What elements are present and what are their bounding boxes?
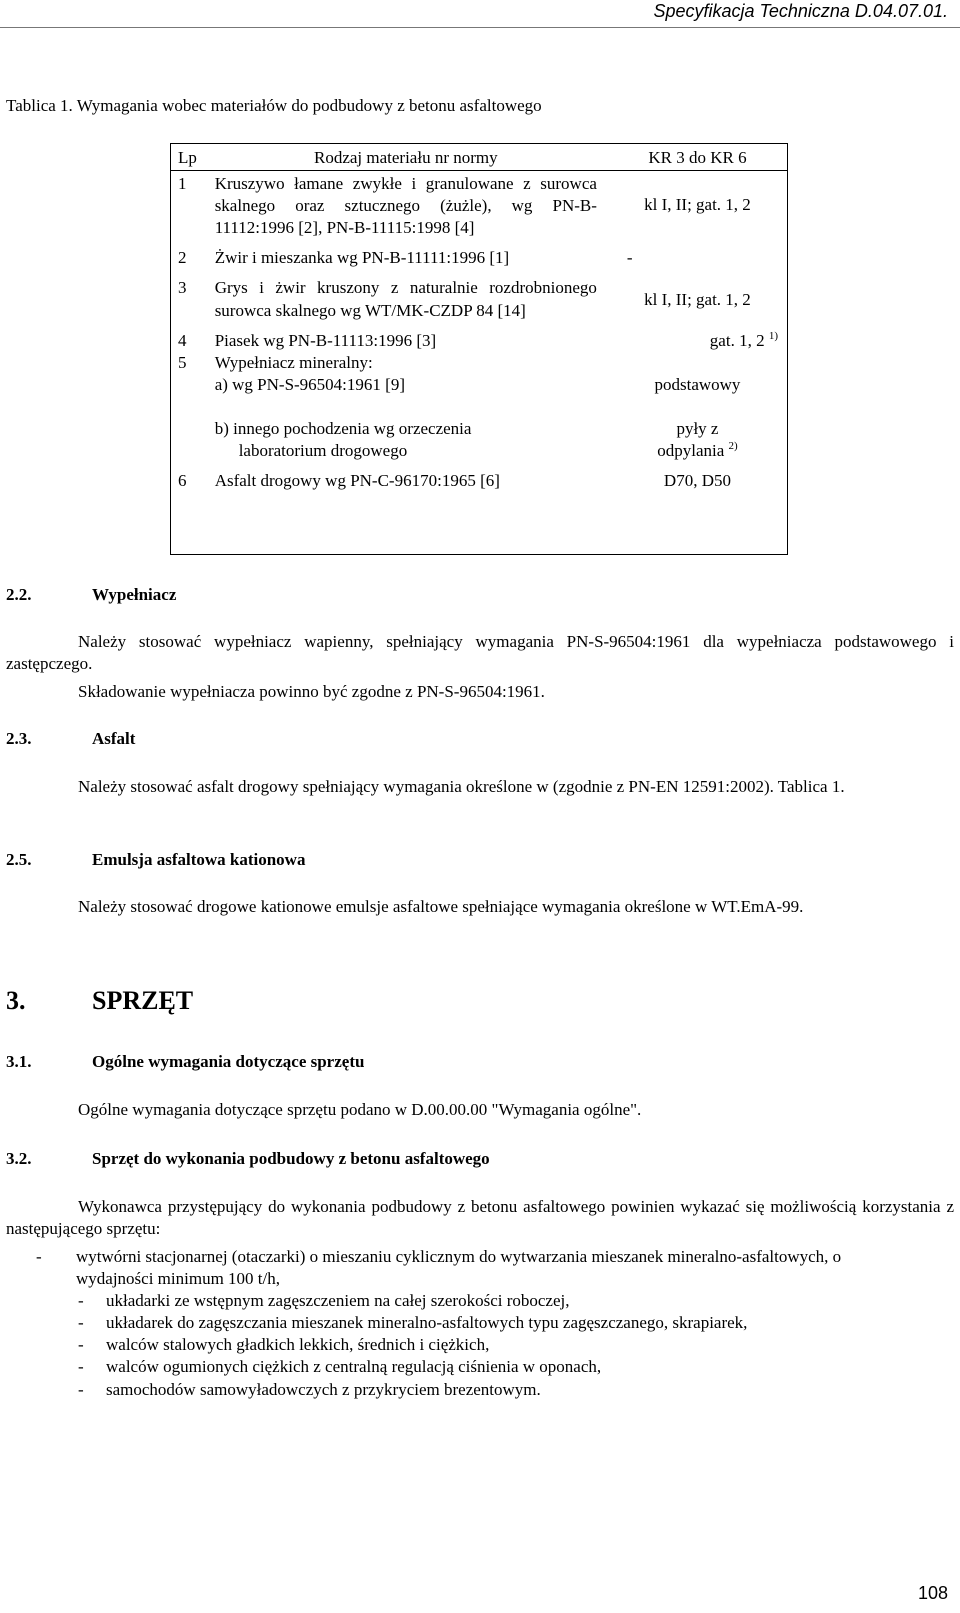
row-lp: 5 [178,352,187,372]
requirements-table [170,143,788,492]
paragraph: Należy stosować drogowe kationowe emulsje asfaltowe spełniające wymagania określone w WT.EmA-99. [78,897,804,916]
header-rule [0,27,960,28]
row-lp: 1 [178,174,187,194]
row-kr: D70, D50 [663,471,731,491]
header-lp: Lp [170,144,215,171]
row-material: Żwir i mieszanka wg PN-B-11111:1996 [1] [214,248,510,268]
row-kr: kl I, II; gat. 1, 2 [644,289,751,309]
section-heading-2-5: 2.5. Emulsja asfaltowa kationowa [6,850,306,869]
row-lp: 2 [178,248,187,268]
list-item: - układarek do zagęszczania mieszanek mineralno-asfaltowych typu zagęszczanego, skrapiarek, [78,1313,748,1333]
row-kr: podstawowy [654,374,741,394]
paragraph: Należy stosować wypełniacz wapienny, spełniający wymagania PN-S-96504:1961 dla wypełniacza podstawowego i zastępczego. [6,632,954,674]
row-material: Asfalt drogowy wg PN-C-96170:1965 [6] [214,471,500,491]
row-kr: gat. 1, 2 $^{1)}$ [709,329,778,350]
row-kr: - [626,248,633,268]
list-item: - samochodów samowyładowczych z przykryciem brezentowym. [78,1379,541,1399]
paragraph: Ogólne wymagania dotyczące sprzętu podano w D.00.00.00 "Wymagania ogólne". [78,1100,642,1119]
row-material: Kruszywo łamane zwykłe i granulowane z surowca skalnego oraz sztucznego (żużle), wg PN-B-11112:1996 [2], PN-B-11115:1998 [4] [214,174,597,238]
list-item: - walców ogumionych ciężkich z centralną regulacją ciśnienia w oponach, [78,1357,602,1377]
table-row [170,352,788,396]
paragraph: Należy stosować asfalt drogowy spełniający wymagania określone w (zgodnie z PN-EN 12591:2002). Tablica 1. [78,777,845,796]
running-header: Specyfikacja Techniczna D.04.07.01. [653,1,948,21]
table-caption: Tablica 1. Wymagania wobec materiałów do podbudowy z betonu asfaltowego [6,96,542,115]
section-heading-3-1: 3.1. Ogólne wymagania dotyczące sprzętu [6,1052,365,1071]
list-item: - wytwórni stacjonarnej (otaczarki) o mieszaniu cyklicznym do wytwarzania mieszanek mineralno-asfaltowych, o wydajności minimum 100 t/h, [36,1247,842,1289]
table-row [170,330,788,352]
row-lp [170,418,215,462]
header-material: Rodzaj materiału nr normy [215,144,607,171]
row-material: Wypełniacz mineralny: a) wg PN-S-96504:1961 [9] [214,352,405,394]
row-material: Piasek wg PN-B-11113:1996 [3] [214,330,437,350]
header-kr: KR 3 do KR 6 [607,144,788,171]
section-heading-2-2: 2.2. Wypełniacz [6,585,177,604]
table-row [170,277,788,321]
paragraph: Składowanie wypełniacza powinno być zgodne z PN-S-96504:1961. [78,682,545,701]
row-material: b) innego pochodzenia wg orzeczenia laboratorium drogowego [214,418,472,461]
table-row [170,470,788,492]
row-lp: 4 [178,330,187,350]
table-row [170,418,788,462]
row-kr: kl I, II; gat. 1, 2 [644,195,751,215]
equipment-list [6,1246,954,1401]
row-lp: 3 [178,278,187,298]
table-row [170,171,788,240]
row-lp: 6 [178,471,187,491]
list-item: - układarki ze wstępnym zagęszczeniem na całej szerokości roboczej, [78,1291,570,1311]
table-row [170,247,788,269]
chapter-heading-3: 3. SPRZĘT [6,986,194,1015]
row-material: Grys i żwir kruszony z naturalnie rozdrobnionego surowca skalnego wg WT/MK-CZDP 84 [14] [214,278,597,320]
section-heading-3-2: 3.2. Sprzęt do wykonania podbudowy z betonu asfaltowego [6,1149,490,1168]
table-header-row [170,144,788,171]
page-number: 108 [917,1583,948,1603]
list-item: - walców stalowych gładkich lekkich, średnich i ciężkich, [78,1335,490,1355]
row-kr: pyły z odpylania $^{2)}$ [657,418,738,461]
paragraph: Wykonawca przystępujący do wykonania podbudowy z betonu asfaltowego powinien wykazać się możliwością korzystania z następującego sprzętu: [6,1197,954,1239]
section-heading-2-3: 2.3. Asfalt [6,729,136,748]
